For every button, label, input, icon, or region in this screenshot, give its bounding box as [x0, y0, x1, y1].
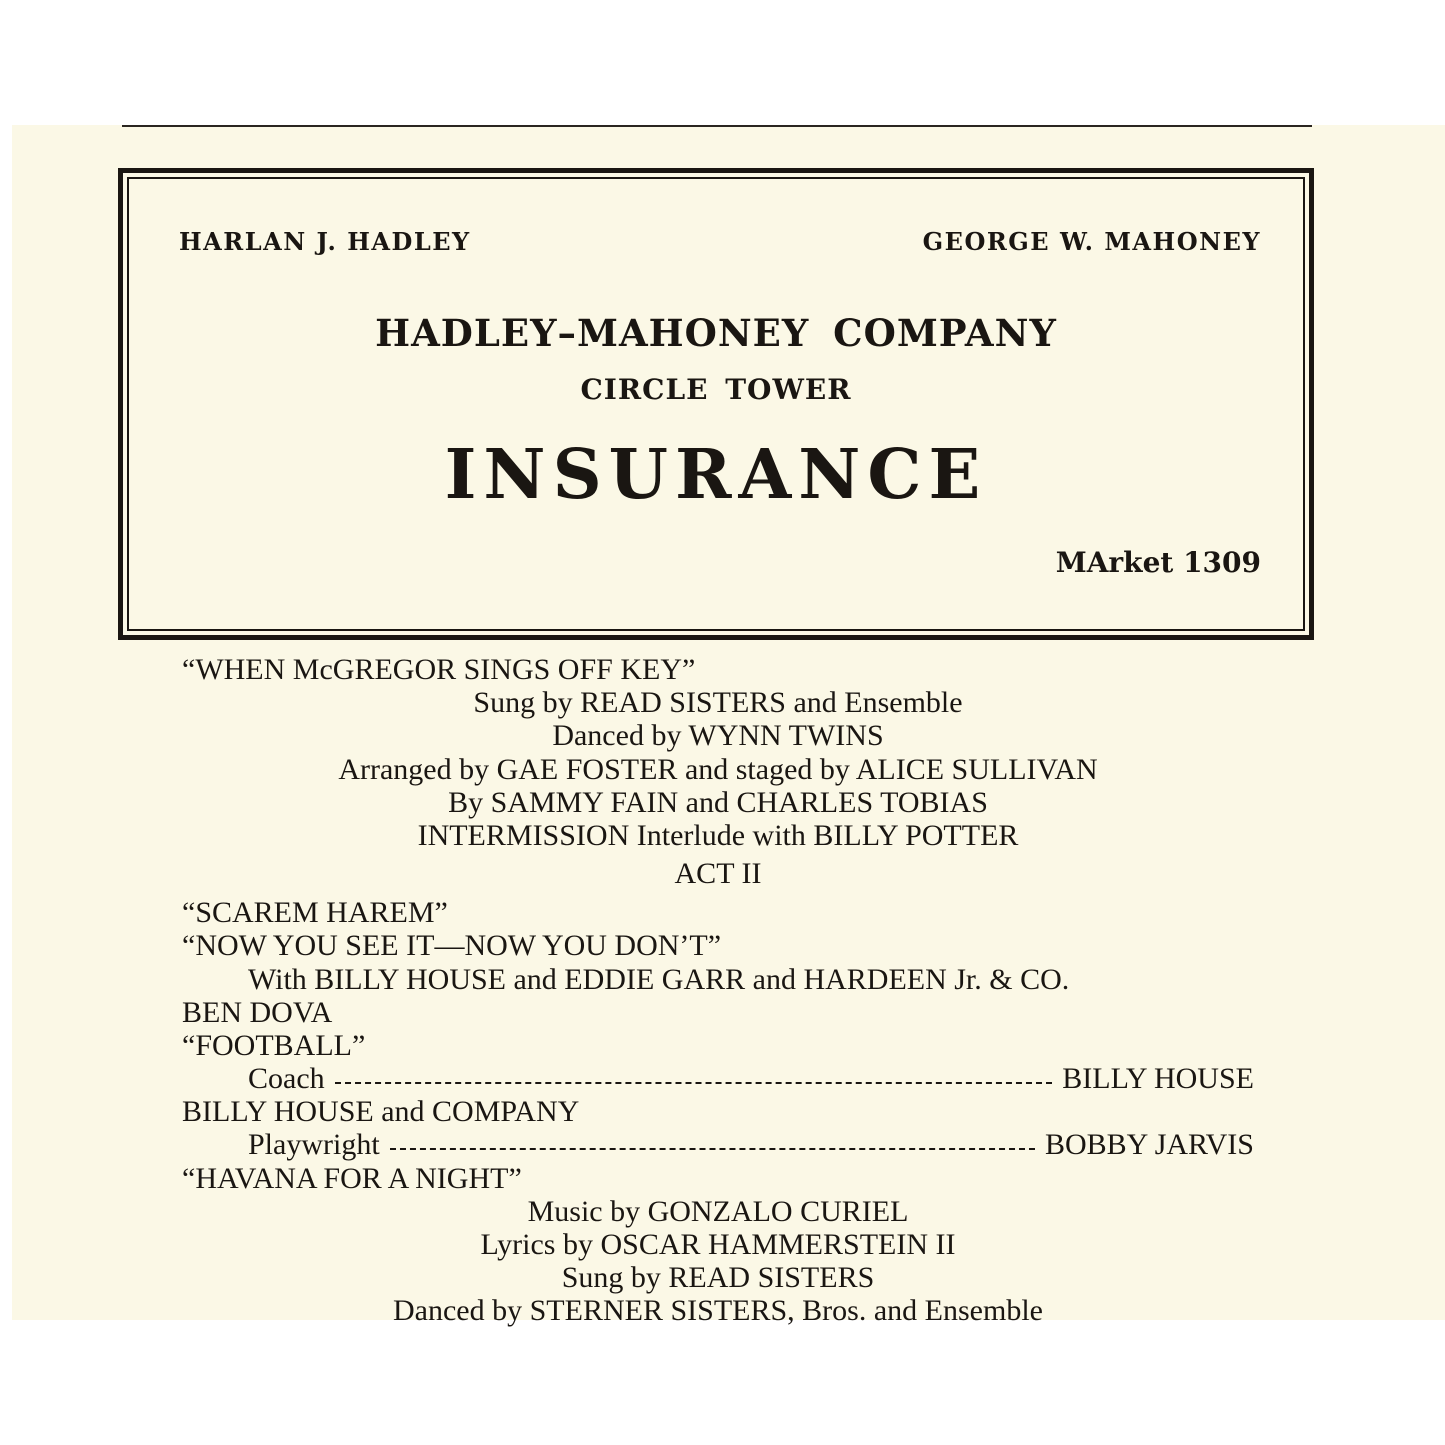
partner-right-name: GEORGE W. MAHONEY [922, 227, 1261, 256]
number-title: “HAVANA FOR A NIGHT” [182, 1161, 522, 1195]
cast-row-playwright [182, 1128, 1254, 1161]
dotted-leader [335, 1081, 1053, 1084]
credit-line: Sung by READ SISTERS and Ensemble [473, 686, 963, 720]
top-rule [122, 125, 1312, 127]
phone-number: MArket 1309 [1055, 546, 1261, 579]
cast-row-coach [182, 1062, 1254, 1095]
cast-actor: BILLY HOUSE [1062, 1062, 1254, 1096]
cut-off-credit-line [182, 1294, 1254, 1328]
credit-line: INTERMISSION Interlude with BILLY POTTER [417, 818, 1019, 852]
cast-role: Playwright [248, 1128, 380, 1162]
insurance-advertisement [118, 168, 1314, 640]
cut-off-text: Danced by STERNER SISTERS, Bros. and Ensemble [393, 1294, 1043, 1328]
credit-line: Sung by READ SISTERS [561, 1261, 875, 1295]
cast-actor: BOBBY JARVIS [1044, 1128, 1254, 1162]
company-name: HADLEY–MAHONEY COMPANY [375, 311, 1057, 355]
ad-headline: INSURANCE [444, 435, 988, 515]
credit-line: Arranged by GAE FOSTER and staged by ALICE SULLIVAN [338, 752, 1098, 786]
program-page [12, 125, 1445, 1328]
dotted-leader [390, 1147, 1035, 1150]
act-name: BILLY HOUSE and COMPANY [182, 1095, 580, 1129]
number-title: “WHEN McGREGOR SINGS OFF KEY” [182, 653, 696, 686]
credit-line: By SAMMY FAIN and CHARLES TOBIAS [448, 785, 988, 819]
company-location: CIRCLE TOWER [580, 373, 852, 406]
number-title: “FOOTBALL” [182, 1028, 366, 1062]
cast-role: Coach [248, 1062, 325, 1096]
credit-line: With BILLY HOUSE and EDDIE GARR and HARDEEN Jr. & CO. [248, 962, 1070, 996]
credit-line: Lyrics by OSCAR HAMMERSTEIN II [480, 1228, 956, 1261]
act-heading: ACT II [674, 857, 762, 891]
credit-line: Music by GONZALO CURIEL [527, 1194, 909, 1228]
credit-line: Danced by WYNN TWINS [552, 719, 884, 753]
number-title: “SCAREM HAREM” [182, 896, 448, 930]
number-title: “NOW YOU SEE IT—NOW YOU DON’T” [182, 929, 722, 963]
act-name: BEN DOVA [182, 995, 333, 1029]
partner-left-name: HARLAN J. HADLEY [179, 227, 471, 256]
program-listing [182, 653, 1254, 1328]
